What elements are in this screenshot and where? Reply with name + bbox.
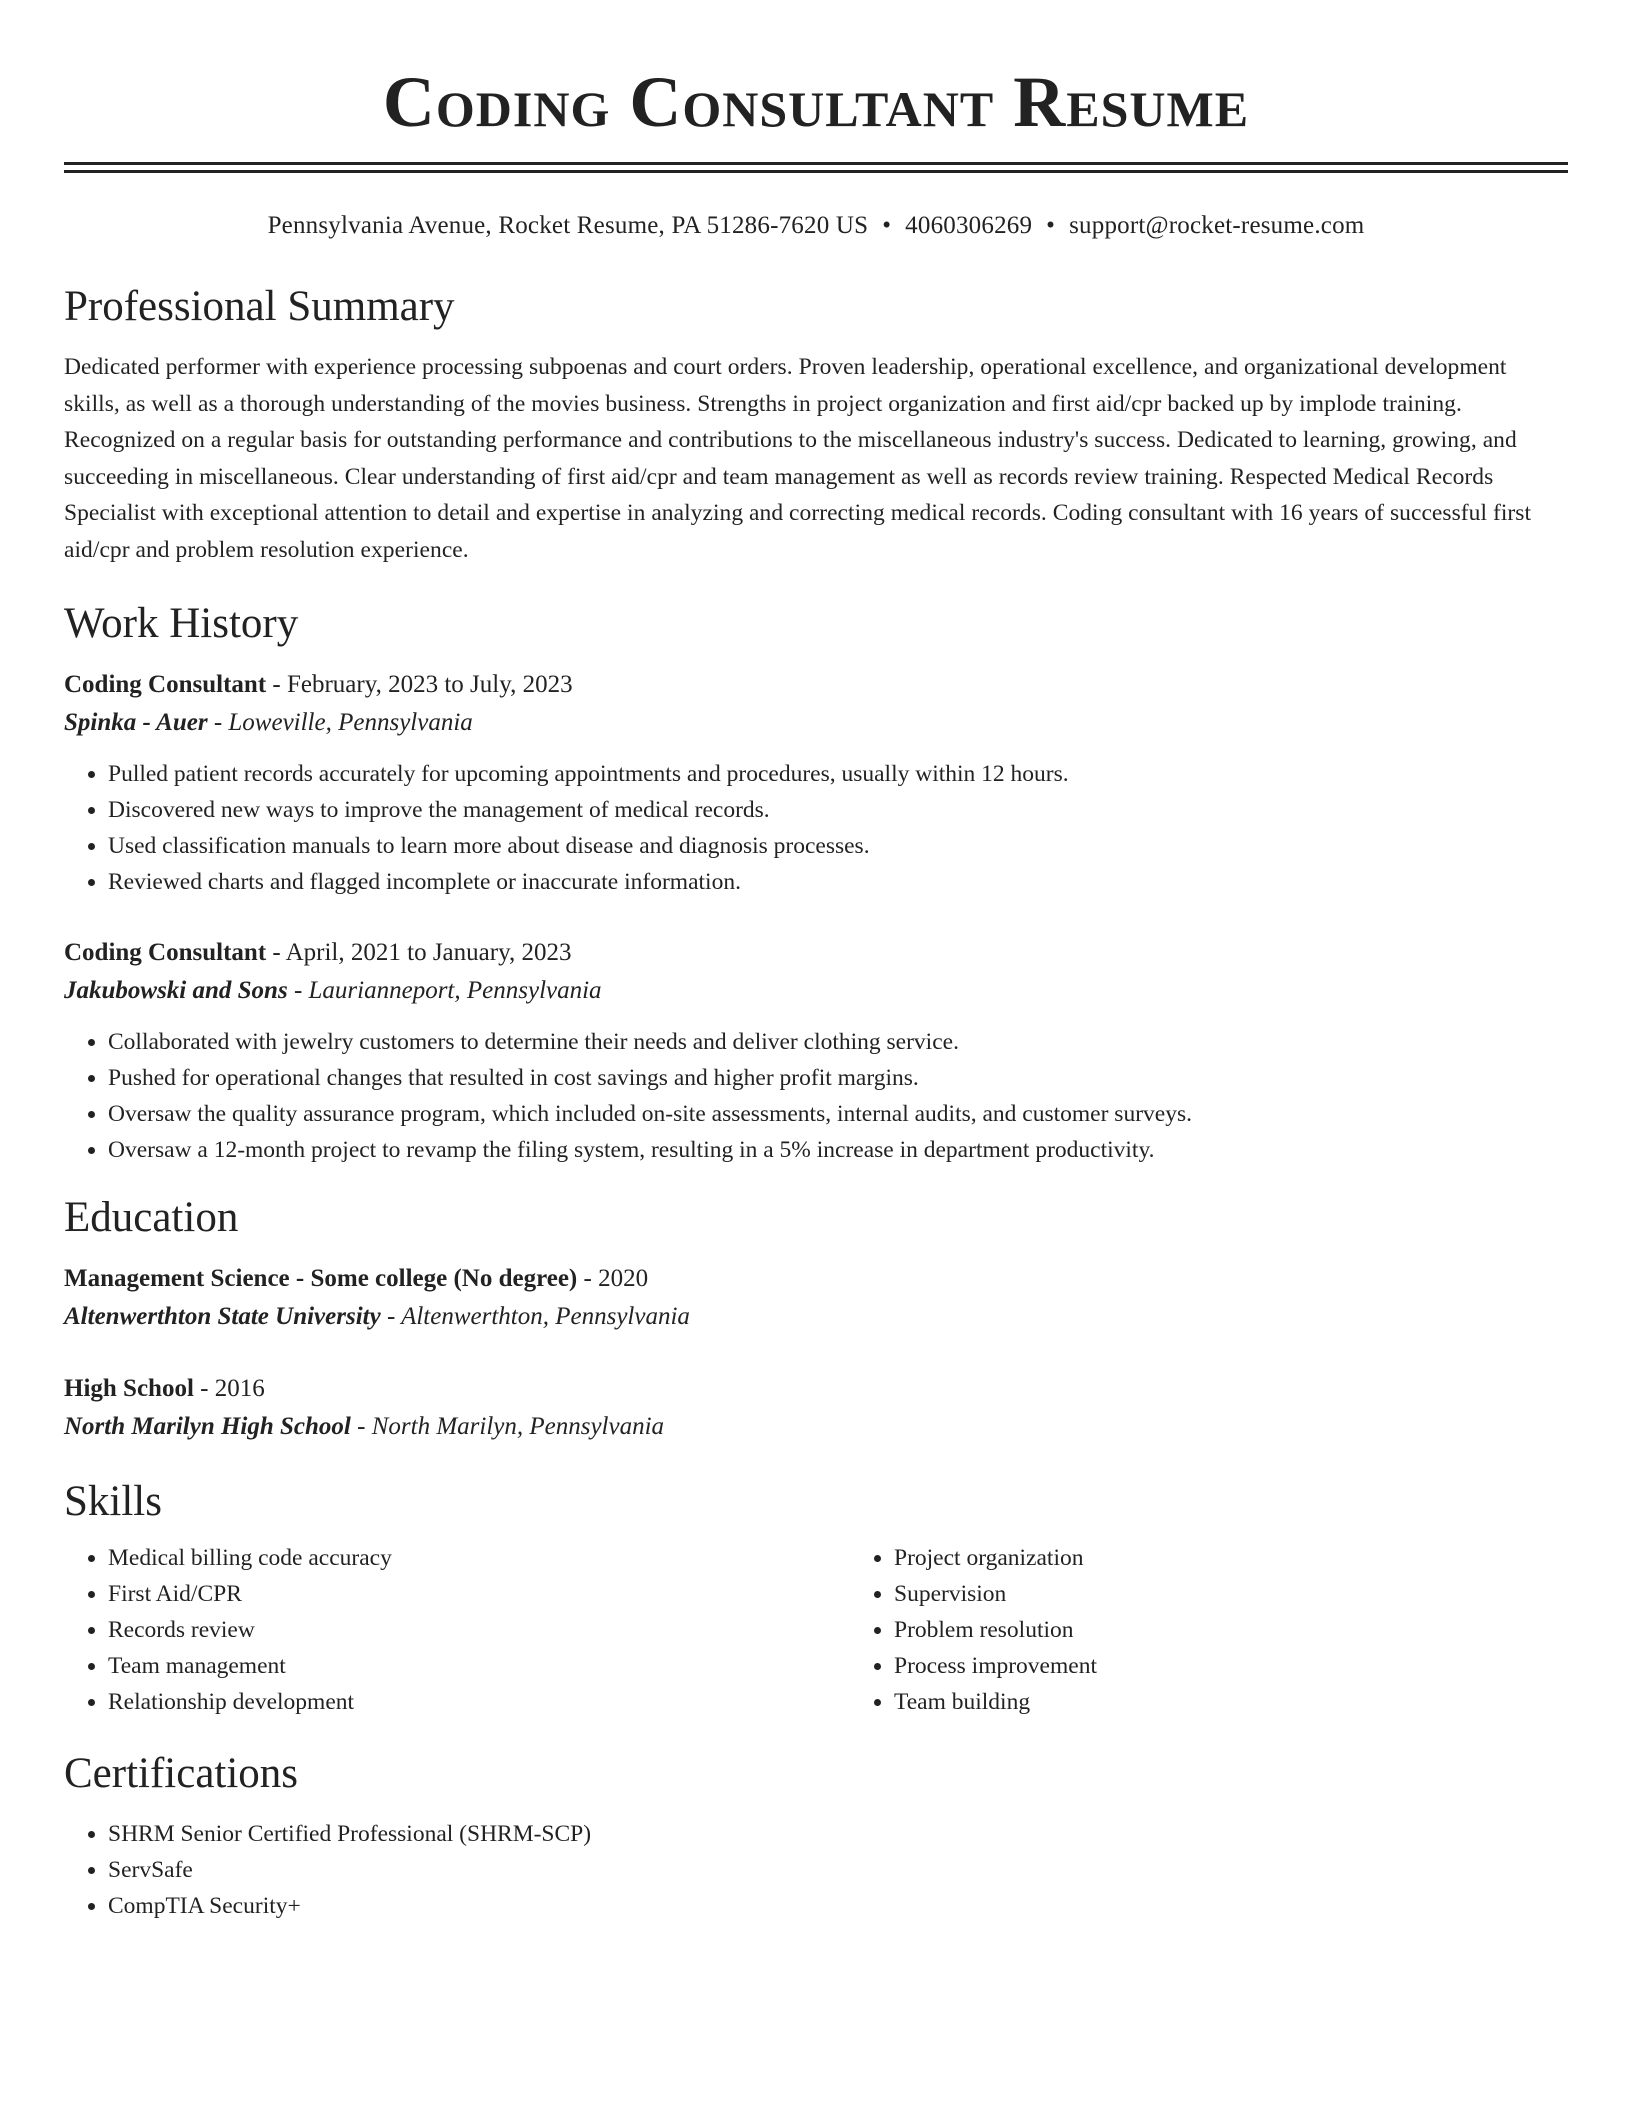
job-dates: - February, 2023 to July, 2023 [266,671,573,698]
job-bullets [64,1024,1568,1168]
job-company-line [64,704,1568,742]
job-bullets [64,756,1568,900]
education-location: - Altenwerthton, Pennsylvania [380,1303,690,1330]
job-company: Jakubowski and Sons [64,977,288,1004]
education-heading: Education [64,1194,239,1241]
certifications-heading: Certifications [64,1750,299,1797]
job-company: Spinka - Auer [64,709,208,736]
job-bullet: • Pulled patient records accurately for upcoming appointments and procedures, usually within 12 hours. [108,756,1568,792]
job-dates: - April, 2021 to January, 2023 [266,939,572,966]
job-entry [64,934,1568,1168]
education-degree-line [64,1260,1568,1298]
education-entry [64,1370,1568,1446]
contact-email: support@rocket-resume.com [1069,212,1365,239]
skill-item: • Team building [894,1684,1632,1720]
job-bullet: • Oversaw the quality assurance program, which included on-site assessments, internal audits, and customer surveys. [108,1096,1568,1132]
contact-address: Pennsylvania Avenue, Rocket Resume, PA 51286-7620 US [267,212,869,239]
skill-item: • Project organization [894,1540,1632,1576]
education-school: North Marilyn High School [64,1413,351,1440]
job-bullet: • Collaborated with jewelry customers to determine their needs and deliver clothing service. [108,1024,1568,1060]
skills-heading: Skills [64,1478,162,1525]
skills-list-left [64,1540,850,1720]
job-title: Coding Consultant [64,671,267,698]
education-school-line [64,1408,1568,1446]
summary-text: Dedicated performer with experience processing subpoenas and court orders. Proven leadership, operational excellence, and organizational development skills, as well as a thorough understanding of the movies business. Strengths in project organization and first aid/cpr backed up by implode training. Recognized on a regular basis for outstanding performance and contributions to the miscellaneous industry's success. Dedicated to learning, growing, and succeeding in miscellaneous. Clear understanding of first aid/cpr and team management as well as records review training. Respected Medical Records Specialist with exceptional attention to detail and expertise in analyzing and correcting medical records. Coding consultant with 16 years of successful first aid/cpr and problem resolution experience. [64,354,1532,563]
job-location: - Laurianneport, Pennsylvania [287,977,602,1004]
job-company-line [64,972,1568,1010]
certifications-list [64,1816,1568,1924]
education-year: - 2020 [577,1265,649,1292]
education-year: - 2016 [193,1375,265,1402]
skill-item: • Relationship development [108,1684,850,1720]
work-history-heading: Work History [64,600,299,647]
skill-item: • First Aid/CPR [108,1576,850,1612]
contact-separator: • [1046,212,1056,239]
summary-heading: Professional Summary [64,283,455,330]
skills-list-right [850,1540,1632,1720]
certification-item: • CompTIA Security+ [108,1888,1568,1924]
skills-columns [64,1540,1568,1720]
skill-item: • Process improvement [894,1648,1632,1684]
job-bullet: • Reviewed charts and flagged incomplete or inaccurate information. [108,864,1568,900]
job-title-line [64,666,1568,704]
job-bullet: • Discovered new ways to improve the management of medical records. [108,792,1568,828]
resume-title: Coding Consultant Resume [382,62,1250,142]
job-bullet: • Used classification manuals to learn more about disease and diagnosis processes. [108,828,1568,864]
education-degree: Management Science - Some college (No degree) [64,1265,578,1292]
job-entry [64,666,1568,900]
job-bullet: • Oversaw a 12-month project to revamp the filing system, resulting in a 5% increase in department productivity. [108,1132,1568,1168]
job-title: Coding Consultant [64,939,267,966]
skill-item: • Medical billing code accuracy [108,1540,850,1576]
skill-item: • Supervision [894,1576,1632,1612]
job-bullet: • Pushed for operational changes that resulted in cost savings and higher profit margins. [108,1060,1568,1096]
title-double-rule [64,162,1568,173]
contact-line [64,209,1568,243]
education-degree-line [64,1370,1568,1408]
education-degree: High School [64,1375,194,1402]
education-school: Altenwerthton State University [64,1303,381,1330]
resume-page [64,0,1568,1924]
skill-item: • Records review [108,1612,850,1648]
education-school-line [64,1298,1568,1336]
certification-item: • SHRM Senior Certified Professional (SHRM-SCP) [108,1816,1568,1852]
education-entry [64,1260,1568,1336]
skill-item: • Team management [108,1648,850,1684]
job-location: - Loweville, Pennsylvania [207,709,473,736]
skill-item: • Problem resolution [894,1612,1632,1648]
certification-item: • ServSafe [108,1852,1568,1888]
education-location: - North Marilyn, Pennsylvania [350,1413,665,1440]
contact-separator: • [882,212,892,239]
contact-phone: 4060306269 [905,212,1033,239]
job-title-line [64,934,1568,972]
